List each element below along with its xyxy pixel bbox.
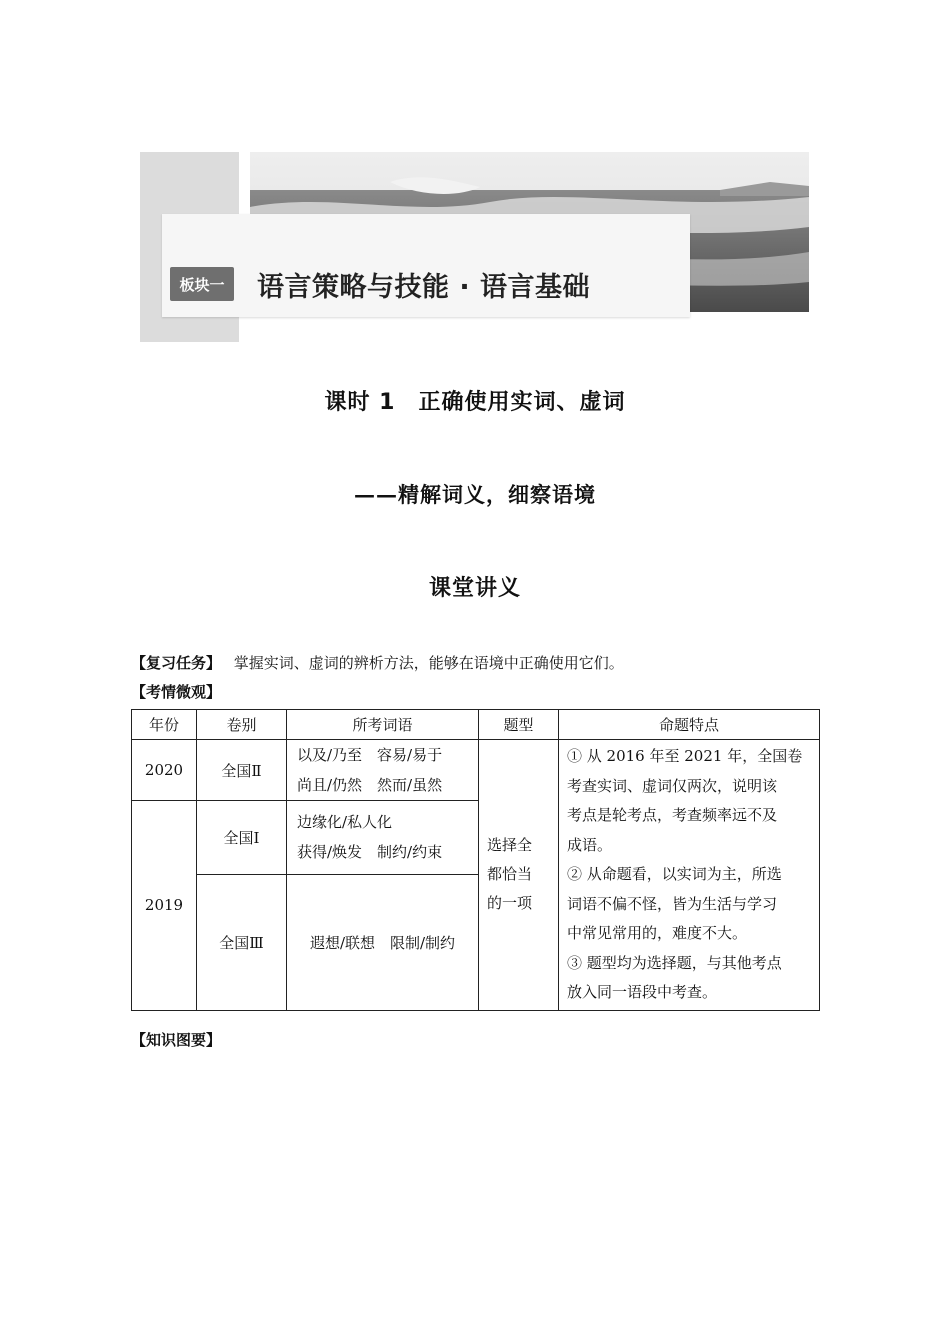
lesson-title: 课时 1 正确使用实词、虚词 xyxy=(324,390,626,415)
paper-cell: 全国Ⅲ xyxy=(197,874,287,1010)
words-cell: 遐想/联想 限制/制约 xyxy=(287,874,479,1010)
table-header-row xyxy=(132,710,820,740)
review-task-text: 掌握实词、虚词的辨析方法，能够在语境中正确使用它们。 xyxy=(233,654,624,672)
header-paper: 卷别 xyxy=(197,710,287,740)
features-cell xyxy=(559,740,820,1011)
feature-line: ① 从 2016 年至 2021 年，全国卷 xyxy=(567,747,803,765)
section-badge: 板块一 xyxy=(170,267,234,301)
feature-line: ② 从命题看，以实词为主，所选 xyxy=(567,865,782,883)
feature-line: 成语。 xyxy=(567,835,613,854)
header-year: 年份 xyxy=(132,710,197,740)
words-line: 尚且/仍然 然而/虽然 xyxy=(297,776,443,794)
knowledge-map-label: 【知识图要】 xyxy=(131,1031,222,1049)
words-line: 获得/焕发 制约/约束 xyxy=(297,843,443,862)
feature-line: 放入同一语段中考查。 xyxy=(567,983,718,1001)
feature-line: 中常见常用的，难度不大。 xyxy=(567,924,748,942)
words-line: 边缘化/私人化 xyxy=(297,813,393,832)
type-line: 都恰当 xyxy=(487,865,533,884)
words-cell xyxy=(287,801,479,875)
paper-cell: 全国Ⅱ xyxy=(197,740,287,801)
section-banner xyxy=(140,152,809,342)
feature-line: ③ 题型均为选择题，与其他考点 xyxy=(567,953,782,972)
header-features: 命题特点 xyxy=(559,710,820,740)
feature-line: 考查实词、虚词仅两次，说明该 xyxy=(567,776,778,795)
feature-line: 词语不偏不怪，皆为生活与学习 xyxy=(567,894,778,913)
words-cell xyxy=(287,740,479,801)
type-line: 的一项 xyxy=(487,894,533,913)
type-line: 选择全 xyxy=(487,836,533,855)
year-cell: 2020 xyxy=(132,740,197,801)
header-words: 所考词语 xyxy=(287,710,479,740)
question-type-cell xyxy=(479,740,559,1011)
banner-title: 语言策略与技能 · 语言基础 xyxy=(257,272,591,303)
lesson-subtitle: ——精解词义，细察语境 xyxy=(354,482,596,507)
header-type: 题型 xyxy=(479,710,559,740)
feature-line: 考点是轮考点，考查频率远不及 xyxy=(567,806,778,824)
year-cell: 2019 xyxy=(132,801,197,1011)
table-row xyxy=(132,740,820,801)
section-title: 课堂讲义 xyxy=(428,576,521,601)
exam-table xyxy=(131,709,820,1011)
review-task xyxy=(131,652,624,673)
review-task-label: 【复习任务】 xyxy=(131,654,222,672)
paper-cell: 全国Ⅰ xyxy=(197,801,287,875)
words-line: 以及/乃至 容易/易于 xyxy=(297,746,443,764)
exam-overview-label: 【考情微观】 xyxy=(131,683,222,701)
